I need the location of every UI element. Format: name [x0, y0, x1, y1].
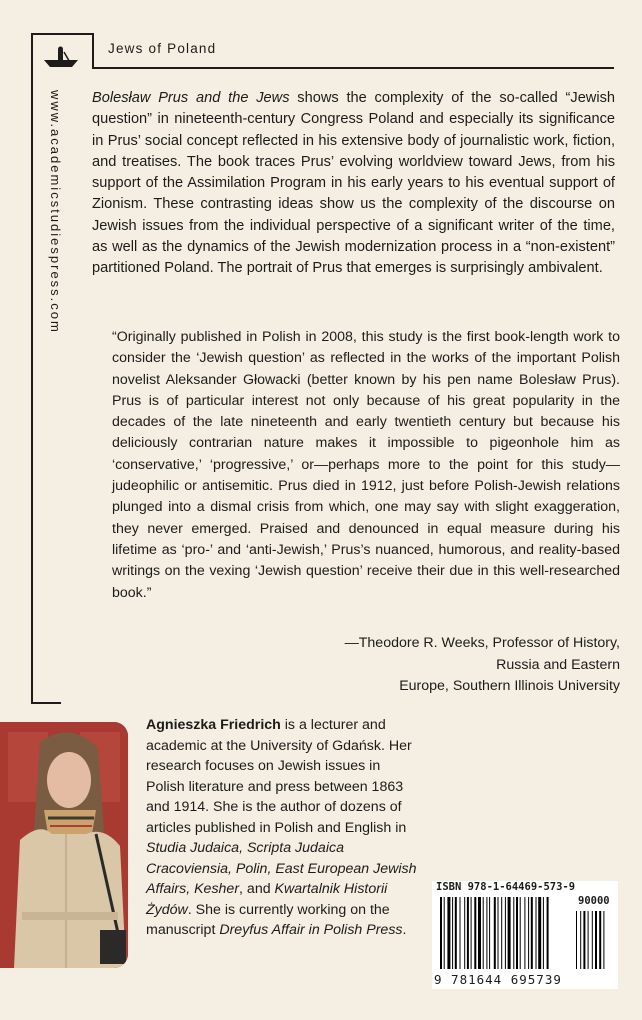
- author-journals: Studia Judaica, Scripta Judaica Cracoviensia, Polin, East European Jewish Affairs, Kesher: [146, 840, 417, 897]
- frame-series-tick: [92, 33, 94, 68]
- author-bio: [146, 715, 418, 941]
- ean-digits: 9 781644 695739: [434, 972, 562, 987]
- frame-bottom-rule: [31, 702, 61, 704]
- endorsement-quote: “Originally published in Polish in 2008, this study is the first book-length work to consider the ‘Jewish question’ as reflected in the works of the important Polish novelist Aleksander Głowacki (better known by his pen name Bolesław Prus). Prus is of particular interest not only because of his great popularity in the decades of the late nineteenth and early twentieth century but because his deliciously contrarian nature makes it impossible to pigeonhole him as ‘conservative,’ ‘progressive,’ or—perhaps more to the point for this study—judeophilic or antisemitic. Prus died in 1912, just before Polish-Jewish relations plunged into a dismal crisis from which, one may say with slight exaggeration, they never emerged. Praised and denounced in equal measure during his lifetime as ‘pro-’ and ‘anti-Jewish,’ Prus’s nuanced, humorous, and reality-based writings on the vexing ‘Jewish question’ receive their due in this well-researched book.”: [112, 329, 620, 601]
- series-title: Jews of Poland: [108, 41, 217, 56]
- author-bio-text-1: is a lecturer and academic at the University of Gdańsk. Her research focuses on Jewish issues in Polish literature and press between 1863 and 1914. She is the author of dozens of articles published in Polish and English in: [146, 717, 412, 836]
- author-bio-text-4: .: [402, 922, 407, 938]
- author-portrait-image: [0, 722, 128, 968]
- endorsement-attribution: [300, 633, 620, 698]
- boat-logo-icon: [42, 46, 80, 72]
- frame-vertical-rule: [31, 33, 33, 703]
- book-title: Bolesław Prus and the Jews: [92, 90, 290, 106]
- description-text: shows the complexity of the so-called “Jewish question” in nineteenth-century Congress Poland and especially its significance in Prus’ social concept reflected in his extensive body of journalistic work, fiction, and treatises. The book traces Prus’ evolving worldview toward Jews, from his support of the Assimilation Program in his early years to his eventual support of Zionism. These contrasting ideas show us the complexity of the discourse on Jewish issues from the individual perspective of a significant writer of the time, as well as the dynamics of the Jewish modernization process in a “non-existent” partitioned Poland. The portrait of Prus that emerges is surprisingly ambivalent.: [92, 90, 616, 277]
- author-bio-text-2: , and: [239, 881, 275, 897]
- series-rule: [92, 67, 614, 69]
- author-manuscript: Dreyfus Affair in Polish Press: [219, 922, 403, 938]
- attribution-line-2: Europe, Southern Illinois University: [399, 678, 620, 694]
- author-name: Agnieszka Friedrich: [146, 717, 281, 733]
- barcode-icon: [440, 897, 612, 971]
- book-description: [92, 88, 615, 280]
- isbn-label: ISBN 978-1-64469-573-9: [436, 881, 576, 893]
- author-journal-kwartalnik: Kwartalnik Historii Żydów: [146, 881, 388, 918]
- frame-top-rule: [31, 33, 92, 35]
- attribution-line-1: —Theodore R. Weeks, Professor of History, Russia and Eastern: [344, 635, 620, 673]
- author-bio-text-3: . She is currently working on the manuscript: [146, 901, 390, 938]
- price-code: 90000: [578, 895, 610, 907]
- author-photo: [0, 722, 128, 968]
- publisher-website: www.academicstudiespress.com: [48, 90, 63, 334]
